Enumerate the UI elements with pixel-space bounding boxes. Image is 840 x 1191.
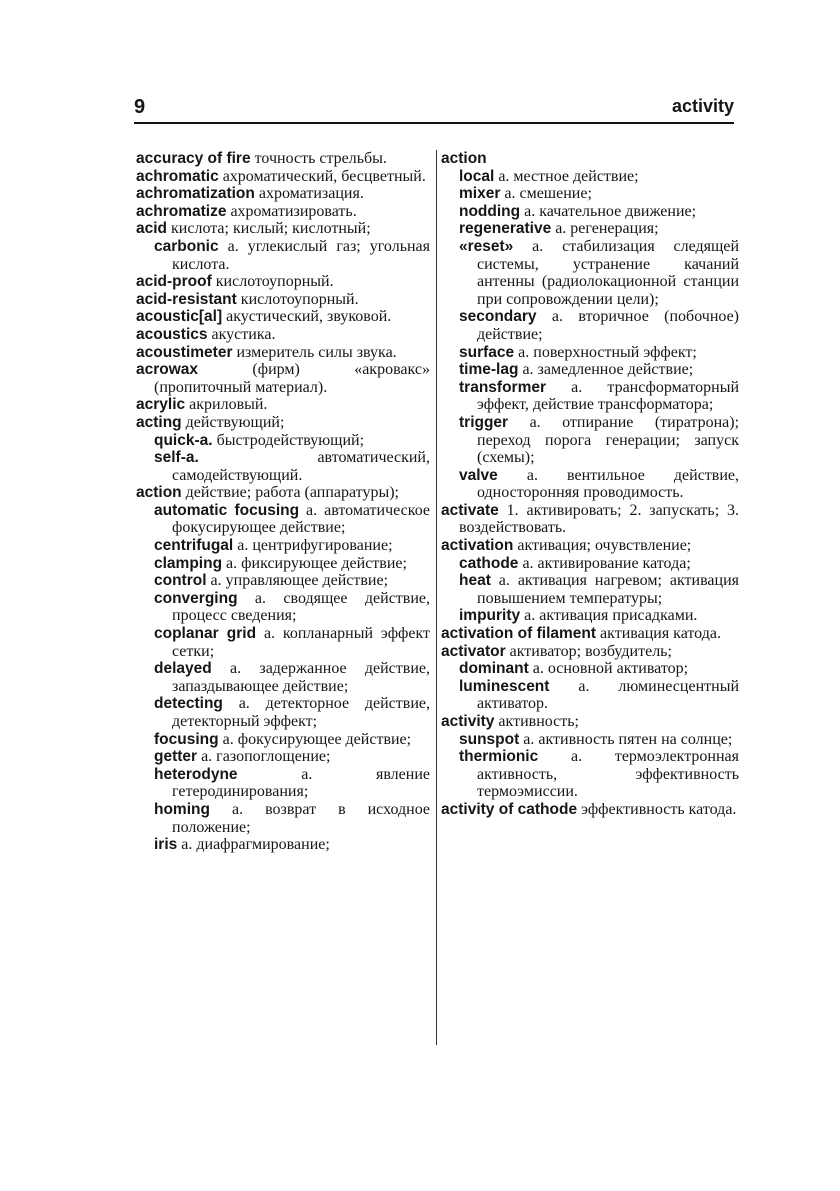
entry-headword: acoustic[al] <box>136 308 223 326</box>
entry-definition: a. фиксирующее действие; <box>226 554 407 572</box>
entry-headword: acrowax <box>136 361 199 379</box>
entry-definition: a. вторичное (побочное) действие; <box>477 308 740 343</box>
entry-definition: a. фокусирующее действие; <box>222 730 412 748</box>
entry-headword: carbonic <box>154 237 219 255</box>
entry-headword: valve <box>459 466 498 484</box>
entry-definition: эффективность катода. <box>581 800 737 818</box>
entry-definition: a. замедленное действие; <box>522 361 694 379</box>
entry-definition: a. явление гетеродинирования; <box>172 765 430 801</box>
dictionary-entry <box>136 801 430 836</box>
entry-headword: self-a. <box>154 449 199 467</box>
dictionary-entry <box>441 414 739 467</box>
dictionary-entry <box>136 572 430 590</box>
entry-definition: кислотоупорный. <box>240 290 359 308</box>
entry-headword: converging <box>154 589 238 607</box>
entry-definition: a. детекторное действие, детекторный эффект; <box>172 695 430 730</box>
entry-headword: local <box>459 167 495 185</box>
dictionary-entry <box>441 502 739 537</box>
dictionary-entry <box>136 308 430 326</box>
dictionary-entry <box>441 643 739 661</box>
dictionary-entry <box>136 748 430 766</box>
dictionary-entry <box>136 731 430 749</box>
dictionary-entry <box>136 836 430 854</box>
entry-headword: acrylic <box>136 396 186 414</box>
entry-definition: a. трансформаторный эффект, действие трансформатора; <box>477 378 740 414</box>
entry-headword: centrifugal <box>154 537 234 555</box>
dictionary-entry <box>136 168 430 186</box>
entry-headword: cathode <box>459 554 519 572</box>
entry-definition: a. термоэлектронная активность, эффективность термоэмиссии. <box>477 748 739 801</box>
entry-headword: acid-resistant <box>136 290 237 308</box>
entry-headword: activator <box>441 642 506 660</box>
entry-headword: thermionic <box>459 748 539 766</box>
dictionary-entry <box>136 203 430 221</box>
header-rule <box>134 122 734 124</box>
entry-headword: nodding <box>459 202 521 220</box>
entry-headword: control <box>154 572 207 590</box>
dictionary-entry <box>441 572 739 607</box>
dictionary-entry <box>441 203 739 221</box>
dictionary-entry <box>136 396 430 414</box>
entry-definition: a. центрифугирование; <box>237 537 393 555</box>
entry-definition: (фирм) «акровакс» (пропиточный материал). <box>154 361 430 396</box>
entry-definition: ахроматизировать. <box>230 202 357 220</box>
entry-headword: iris <box>154 836 178 854</box>
running-head: activity <box>671 96 734 116</box>
entry-definition: a. активирование катода; <box>522 554 691 572</box>
entry-definition: автоматический, самодействующий. <box>172 449 430 484</box>
entry-headword: «reset» <box>459 237 514 255</box>
entry-definition: a. копланарный эффект сетки; <box>172 625 430 660</box>
entry-definition: a. возврат в исходное положение; <box>172 800 430 836</box>
entry-definition: a. качательное движение; <box>524 202 697 220</box>
dictionary-entry <box>136 766 430 801</box>
dictionary-entry <box>441 801 739 819</box>
entry-headword: impurity <box>459 607 521 625</box>
entry-headword: time-lag <box>459 361 519 379</box>
dictionary-entry <box>441 308 739 343</box>
entry-headword: acid-proof <box>136 273 212 291</box>
entry-definition: измеритель силы звука. <box>236 343 397 361</box>
dictionary-entry <box>441 731 739 749</box>
entry-definition: действие; работа (аппаратуры); <box>185 484 399 502</box>
dictionary-entry <box>441 185 739 203</box>
dictionary-entry <box>136 326 430 344</box>
dictionary-entry <box>441 361 739 379</box>
entry-definition: акриловый. <box>189 396 268 414</box>
entry-definition: a. автоматическое фокусирующее действие; <box>172 501 430 537</box>
entry-headword: acoustimeter <box>136 343 233 361</box>
dictionary-entry <box>136 414 430 432</box>
entry-headword: activation <box>441 537 514 555</box>
entry-definition: действующий; <box>185 413 285 431</box>
entry-headword: automatic focusing <box>154 501 300 519</box>
page-number: 9 <box>134 96 146 118</box>
entry-headword: getter <box>154 748 198 766</box>
entry-definition: кислота; кислый; кислотный; <box>171 220 371 238</box>
entry-headword: secondary <box>459 308 537 326</box>
dictionary-entry <box>441 713 739 731</box>
entry-headword: action <box>441 150 487 167</box>
entry-headword: homing <box>154 800 210 818</box>
dictionary-entry <box>136 291 430 309</box>
entry-definition: a. управляющее действие; <box>210 572 389 590</box>
dictionary-entry <box>136 660 430 695</box>
entry-headword: coplanar grid <box>154 625 257 643</box>
entry-headword: heterodyne <box>154 765 238 783</box>
entry-headword: acoustics <box>136 325 208 343</box>
dictionary-entry <box>136 150 430 168</box>
dictionary-entry <box>136 432 430 450</box>
entry-definition: активность; <box>498 713 579 730</box>
entry-definition: быстродействующий; <box>216 431 365 449</box>
dictionary-entry <box>441 220 739 238</box>
entry-definition: активация катода. <box>600 625 721 643</box>
entry-definition: a. отпирание (тиратрона); переход порога генерации; запуск (схемы); <box>477 413 740 467</box>
entry-headword: quick-a. <box>154 431 213 449</box>
entry-definition: ахроматический, бесцветный. <box>222 167 426 185</box>
entry-headword: delayed <box>154 660 212 678</box>
dictionary-entry <box>136 220 430 238</box>
dictionary-entry <box>441 238 739 308</box>
dictionary-entry <box>441 168 739 186</box>
dictionary-entry <box>136 695 430 730</box>
entry-definition: активатор; возбудитель; <box>509 642 672 660</box>
dictionary-entry <box>136 625 430 660</box>
entry-headword: acting <box>136 413 182 431</box>
entry-headword: surface <box>459 343 515 361</box>
dictionary-entry <box>136 185 430 203</box>
dictionary-entry <box>136 238 430 273</box>
entry-definition: a. поверхностный эффект; <box>518 343 697 361</box>
dictionary-entry <box>136 555 430 573</box>
entry-headword: trigger <box>459 413 509 431</box>
dictionary-entry <box>136 273 430 291</box>
entry-headword: activity of cathode <box>441 800 578 818</box>
entry-definition: точность стрельбы. <box>254 150 387 167</box>
entry-definition: активация; очувствление; <box>517 537 692 555</box>
entry-headword: heat <box>459 572 491 590</box>
right-column <box>441 150 739 819</box>
entry-headword: accuracy of fire <box>136 150 251 167</box>
dictionary-entry <box>441 678 739 713</box>
dictionary-entry <box>136 449 430 484</box>
entry-definition: a. смешение; <box>504 185 592 203</box>
dictionary-entry <box>136 537 430 555</box>
dictionary-entry <box>441 150 739 168</box>
entry-headword: regenerative <box>459 220 552 238</box>
entry-definition: акустика. <box>211 325 276 343</box>
column-divider <box>436 150 437 1045</box>
entry-definition: кислотоупорный. <box>215 273 334 291</box>
entry-definition: a. регенерация; <box>555 220 659 238</box>
entry-definition: a. люминесцентный активатор. <box>477 677 739 713</box>
dictionary-entry <box>441 660 739 678</box>
dictionary-entry <box>136 344 430 362</box>
entry-headword: achromatization <box>136 185 255 203</box>
entry-definition: a. активация нагревом; активация повышением температуры; <box>477 572 739 607</box>
entry-definition: a. сводящее действие, процесс сведения; <box>172 589 430 625</box>
entry-definition: a. основной активатор; <box>532 660 689 678</box>
entry-headword: focusing <box>154 730 219 748</box>
entry-headword: transformer <box>459 378 546 396</box>
dictionary-entry <box>136 361 430 396</box>
entry-definition: a. активация присадками. <box>524 607 698 625</box>
dictionary-entry <box>441 607 739 625</box>
entry-definition: a. газопоглощение; <box>201 748 331 766</box>
entry-headword: action <box>136 484 182 502</box>
entry-definition: a. диафрагмирование; <box>181 836 330 854</box>
entry-headword: clamping <box>154 554 223 572</box>
entry-definition: 1. активировать; 2. запускать; 3. воздействовать. <box>459 501 740 537</box>
entry-headword: detecting <box>154 695 223 713</box>
dictionary-entry <box>441 467 739 502</box>
left-column <box>136 150 430 854</box>
dictionary-entry <box>136 590 430 625</box>
entry-definition: a. вентильное действие, односторонняя проводимость. <box>477 466 740 502</box>
entry-headword: luminescent <box>459 677 550 695</box>
dictionary-entry <box>441 344 739 362</box>
entry-headword: acid <box>136 220 168 238</box>
dictionary-entry <box>136 484 430 502</box>
page-header <box>134 96 734 124</box>
dictionary-entry <box>441 537 739 555</box>
entry-headword: dominant <box>459 660 529 678</box>
dictionary-entry <box>441 625 739 643</box>
entry-definition: a. местное действие; <box>498 167 639 185</box>
entry-definition: ахроматизация. <box>258 185 364 203</box>
entry-headword: mixer <box>459 185 501 203</box>
entry-headword: activate <box>441 501 499 519</box>
dictionary-entry <box>441 555 739 573</box>
entry-headword: activity <box>441 713 495 730</box>
entry-headword: sunspot <box>459 730 520 748</box>
entry-definition: a. активность пятен на солнце; <box>523 730 733 748</box>
entry-definition: a. задержанное действие, запаздывающее действие; <box>172 660 430 695</box>
entry-definition: акустический, звуковой. <box>226 308 392 326</box>
dictionary-entry <box>441 748 739 801</box>
entry-headword: achromatic <box>136 167 219 185</box>
entry-definition: a. стабилизация следящей системы, устранение качаний антенны (радиолокационной станции при сопровождении цели); <box>477 237 740 308</box>
entry-headword: activation of filament <box>441 625 597 643</box>
entry-headword: achromatize <box>136 202 227 220</box>
dictionary-entry <box>136 502 430 537</box>
dictionary-entry <box>441 379 739 414</box>
entry-definition: a. углекислый газ; угольная кислота. <box>172 237 431 273</box>
